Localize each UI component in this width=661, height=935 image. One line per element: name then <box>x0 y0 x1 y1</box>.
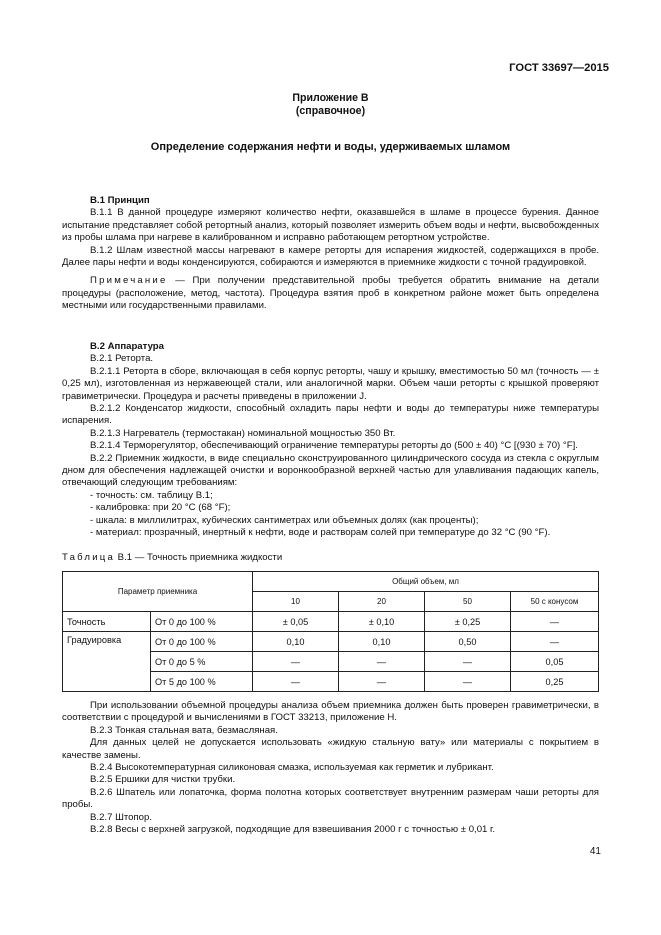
paragraph: В.2.1.2 Конденсатор жидкости, способный охладить пары нефти и воды до температуры ниже температуры испарения. <box>62 403 599 427</box>
paragraph: В.2.1.1 Реторта в сборе, включающая в себя корпус реторты, чашу и крышку, вместимостью 50 мл (точность — ± 0,25 мл), изготовленная из нержавеющей стали, или аналогичной марки. Объем чаши реторты с крышкой проверяют гравиметрически. Процедура и расчеты приведены в приложении J. <box>62 365 599 402</box>
paragraph: В.2.1.4 Терморегулятор, обеспечивающий ограничение температуры реторты до (500 ± 40) °C [(930 ± 70) °F]. <box>90 440 578 452</box>
paragraph: В.2.5 Ершики для чистки трубки. <box>90 774 236 786</box>
list-item: - материал: прозрачный, инертный к нефти, воде и растворам солей при температуре до 32 °C (90 °F). <box>90 527 551 539</box>
row-name: Градуировка <box>63 632 151 692</box>
paragraph: В.2.1 Реторта. <box>90 353 154 365</box>
section-heading: В.1 Принцип <box>90 195 150 206</box>
table-cell: 0,10 <box>339 632 425 652</box>
column-header: 50 <box>425 592 511 612</box>
section-apparatus <box>62 341 599 540</box>
table-cell: — <box>425 652 511 672</box>
list-item: - точность: см. таблицу В.1; <box>90 489 213 501</box>
row-range: От 0 до 100 % <box>151 632 253 652</box>
table-row <box>63 612 599 632</box>
paragraph: При использовании объемной процедуры анализа объем приемника должен быть проверен гравиметрически, в соответствии с процедурой и вычислениями в ГОСТ 33213, приложение Н. <box>62 700 599 724</box>
table-cell: 0,25 <box>511 672 599 692</box>
table-cell: 0,10 <box>253 632 339 652</box>
paragraph: В.2.6 Шпатель или лопаточка, форма полотна которых соответствует внутренним размерам чаши реторты для пробы. <box>62 786 599 811</box>
note-label: Примечание <box>90 275 168 287</box>
table-cell: 0,05 <box>511 652 599 672</box>
paragraph: В.2.3 Тонкая стальная вата, безмасляная. <box>90 724 278 736</box>
row-range: От 5 до 100 % <box>151 672 253 692</box>
paragraph: В.2.2 Приемник жидкости, в виде специально сконструированного цилиндрического сосуда из стекла с округлым дном для обеспечения надлежащей очистки и воронкообразной верхней частью для улавливания падающих капель, отвечающий следующим требованиям: <box>62 452 599 489</box>
table-cell: — <box>339 672 425 692</box>
table-cell: — <box>425 672 511 692</box>
note-text: — При получении представительной пробы требуется обратить внимание на детали процедуры (расположение, метод, частота). Процедура взятия проб в конкретном районе может быть определена местными или государственными правилами. <box>62 275 599 312</box>
section-heading: В.2 Аппаратура <box>90 341 164 352</box>
paragraph: В.2.1.3 Нагреватель (термостакан) номинальной мощностью 350 Вт. <box>90 427 396 439</box>
table-cell: ± 0,05 <box>253 612 339 632</box>
document-title: Определение содержания нефти и воды, удерживаемых шламом <box>150 141 511 153</box>
appendix-title: Приложение В <box>292 92 369 104</box>
list-item: - калибровка: при 20 °C (68 °F); <box>90 502 231 514</box>
row-name: Точность <box>63 612 151 632</box>
param-header: Параметр приемника <box>63 572 253 612</box>
page-number: 41 <box>589 846 601 857</box>
table-cell: — <box>253 652 339 672</box>
table-cell: — <box>253 672 339 692</box>
table-row <box>63 632 599 652</box>
paragraph: В.2.8 Весы с верхней загрузкой, подходящие для взвешивания 2000 г с точностью ± 0,01 г. <box>90 824 496 836</box>
section-after-table <box>62 700 599 836</box>
paragraph: В.1.1 В данной процедуре измеряют количество нефти, оказавшейся в шламе в процессе бурения. Данное испытание представляет собой ретортный анализ, который позволяет измерить объем воды и нефти, высвобожденных из пробы шлама при нагреве в калиброванном и исправно работающем ретортном устройстве. <box>62 207 599 244</box>
caption-label: Таблица <box>62 552 116 563</box>
paragraph: Для данных целей не допускается использовать «жидкую стальную вату» или материалы с покрытием в качестве замены. <box>62 737 599 761</box>
column-header: 50 с конусом <box>511 592 599 612</box>
table-cell: 0,50 <box>425 632 511 652</box>
table-cell: — <box>511 612 599 632</box>
table-cell: — <box>511 632 599 652</box>
column-header: 20 <box>339 592 425 612</box>
list-item: - шкала: в миллилитрах, кубических сантиметрах или объемных долях (как проценты); <box>90 514 479 526</box>
table-caption <box>62 552 282 563</box>
table-cell: ± 0,25 <box>425 612 511 632</box>
row-range: От 0 до 5 % <box>151 652 253 672</box>
volume-header: Общий объем, мл <box>253 572 599 592</box>
row-range: От 0 до 100 % <box>151 612 253 632</box>
note <box>62 275 599 312</box>
paragraph: В.2.4 Высокотемпературная силиконовая смазка, используемая как герметик и лубрикант. <box>90 762 494 774</box>
paragraph: В.2.7 Штопор. <box>90 811 153 823</box>
table-cell: — <box>339 652 425 672</box>
appendix-subtitle: (справочное) <box>295 105 366 117</box>
section-principle <box>62 195 599 313</box>
column-header: 10 <box>253 592 339 612</box>
table-cell: ± 0,10 <box>339 612 425 632</box>
standard-code: ГОСТ 33697—2015 <box>509 62 609 74</box>
accuracy-table <box>62 571 599 692</box>
caption-text: В.1 — Точность приемника жидкости <box>115 552 283 563</box>
paragraph: В.1.2 Шлам известной массы нагревают в камере реторты для испарения жидкостей, содержащихся в пробе. Далее пары нефти и воды конденсируются, собираются и измеряются в приемнике жидкости с точной градуировкой. <box>62 244 599 269</box>
